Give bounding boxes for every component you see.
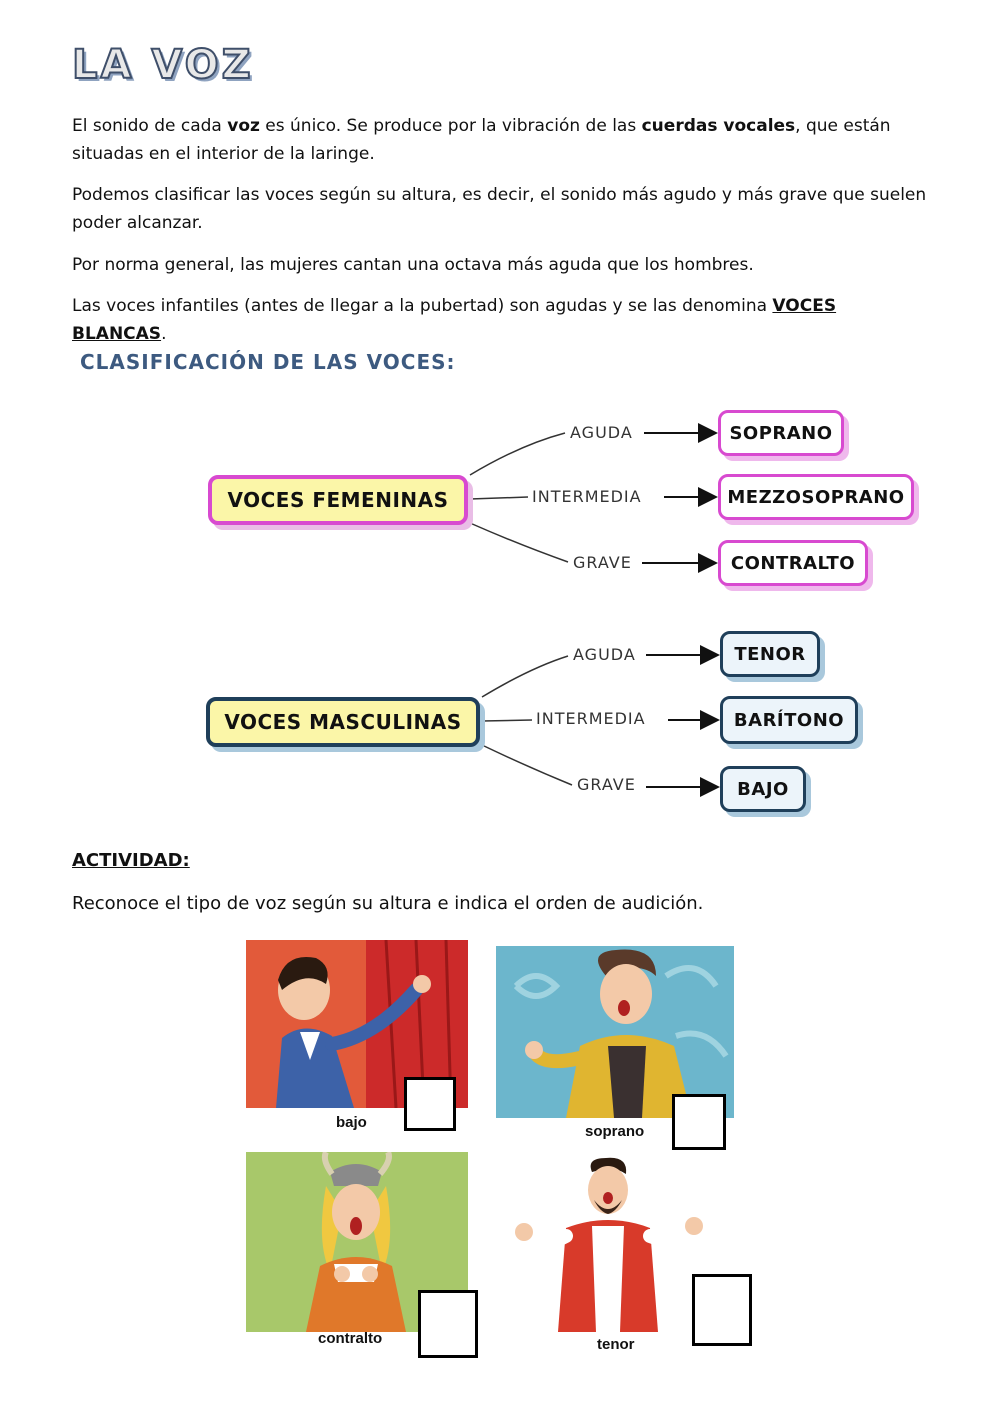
intro-paragraph-1: El sonido de cada voz es único. Se produce por la vibración de las cuerdas vocales, que están situadas en el interior de la laringe. — [72, 116, 891, 164]
intro-paragraph-2: Podemos clasificar las voces según su altura, es decir, el sonido más agudo y más grave que suelen poder alcanzar. — [72, 185, 927, 233]
male-voices-box: VOCES MASCULINAS — [206, 697, 480, 747]
masc-branch-low — [482, 745, 572, 785]
fem-branch-mid — [470, 497, 528, 499]
activity-title: ACTIVIDAD: — [72, 850, 190, 871]
tenor-caption: tenor — [597, 1336, 635, 1353]
masc-branch-mid — [482, 720, 532, 721]
fem-label-low: GRAVE — [573, 553, 632, 572]
masc-label-mid: INTERMEDIA — [536, 709, 646, 728]
bajo-answer-box[interactable] — [404, 1077, 456, 1131]
keyword-voz: voz — [227, 116, 260, 136]
female-voices-box: VOCES FEMENINAS — [208, 475, 468, 525]
soprano-answer-box[interactable] — [672, 1094, 726, 1150]
soprano-caption: soprano — [585, 1123, 645, 1140]
classification-title: CLASIFICACIÓN DE LAS VOCES: — [80, 350, 456, 374]
tenor-box: TENOR — [720, 631, 820, 677]
page-title: LA VOZ — [72, 42, 254, 88]
soprano-illustration — [496, 946, 734, 1118]
masc-label-high: AGUDA — [573, 645, 636, 664]
masc-label-low: GRAVE — [577, 775, 636, 794]
contralto-caption: contralto — [318, 1330, 383, 1347]
contralto-box: CONTRALTO — [718, 540, 868, 586]
bajo-box: BAJO — [720, 766, 806, 812]
masc-branch-high — [482, 656, 568, 697]
intro-paragraph-4: Las voces infantiles (antes de llegar a la pubertad) son agudas y se las denomina VOCES BLANCAS. — [72, 296, 837, 344]
tenor-answer-box[interactable] — [692, 1274, 752, 1346]
soprano-box: SOPRANO — [718, 410, 844, 456]
fem-branch-low — [470, 523, 568, 562]
bajo-caption: bajo — [336, 1114, 367, 1131]
fem-branch-high — [470, 433, 565, 475]
keyword-cuerdas-vocales: cuerdas vocales — [641, 116, 796, 136]
keyword-voces-blancas: VOCES BLANCAS — [72, 296, 837, 344]
intro-paragraph-3: Por norma general, las mujeres cantan una octava más aguda que los hombres. — [72, 255, 754, 275]
baritono-box: BARÍTONO — [720, 696, 858, 744]
fem-label-mid: INTERMEDIA — [532, 487, 642, 506]
fem-label-high: AGUDA — [570, 423, 633, 442]
mezzosoprano-box: MEZZOSOPRANO — [718, 474, 914, 520]
contralto-answer-box[interactable] — [418, 1290, 478, 1358]
activity-instruction: Reconoce el tipo de voz según su altura e indica el orden de audición. — [72, 893, 704, 914]
